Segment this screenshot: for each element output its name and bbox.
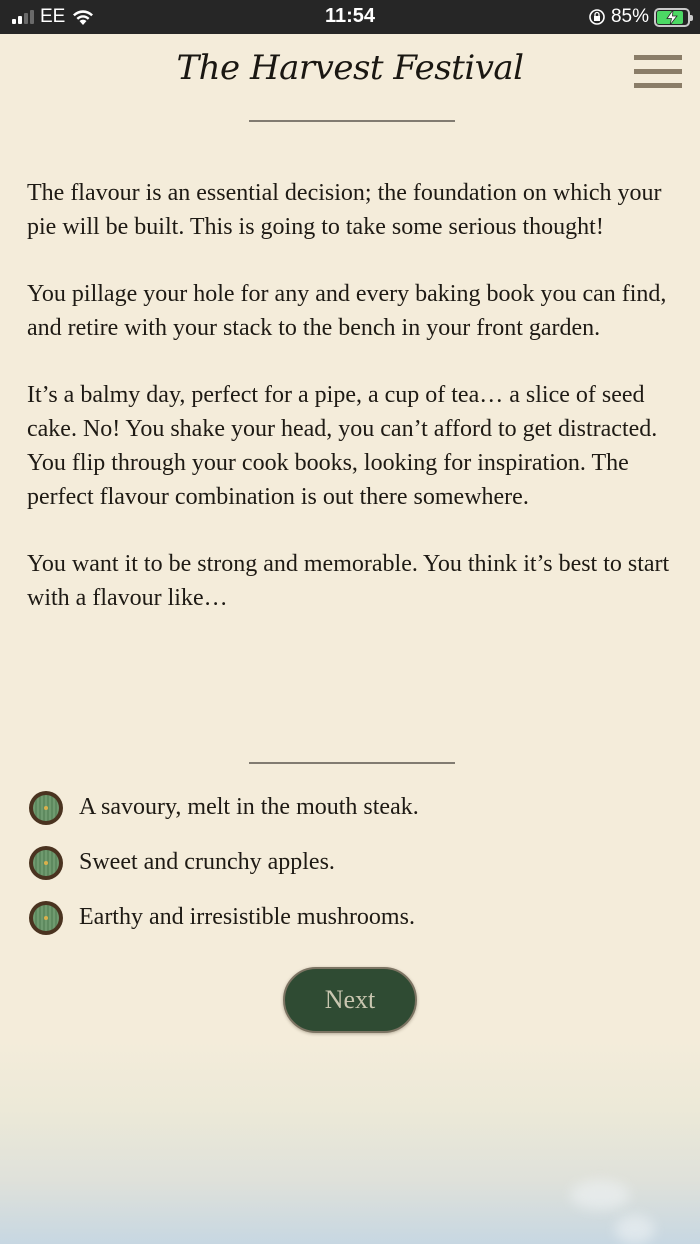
round-door-radio-icon[interactable] — [29, 791, 63, 825]
choice-label: A savoury, melt in the mouth steak. — [79, 794, 419, 820]
cloud-decoration — [615, 1215, 655, 1244]
orientation-lock-icon — [588, 8, 606, 26]
story-paragraph: You pillage your hole for any and every baking book you can find, and retire with your stack to the bench in your front garden. — [27, 281, 667, 341]
story-paragraph: You want it to be strong and memorable. You think it’s best to start with a flavour like… — [27, 551, 670, 611]
choice-label: Earthy and irresistible mushrooms. — [79, 904, 415, 930]
hamburger-menu-icon[interactable] — [634, 55, 682, 89]
status-right — [588, 6, 690, 28]
story-text — [27, 176, 679, 648]
page-title: The Harvest Festival — [176, 48, 524, 88]
status-bar — [0, 0, 700, 34]
choice-option-mushrooms[interactable] — [29, 890, 669, 945]
story-paragraph: The flavour is an essential decision; the foundation on which your pie will be built. This is going to take some serious thought! — [27, 180, 662, 240]
battery-charging-icon — [654, 8, 690, 27]
choice-option-steak[interactable] — [29, 780, 669, 835]
battery-percent: 85% — [610, 6, 649, 27]
divider-bottom — [249, 762, 455, 764]
clock: 11:54 — [324, 5, 376, 27]
carrier-name: EE — [40, 6, 66, 27]
divider-top — [249, 120, 455, 122]
cloud-decoration — [570, 1180, 630, 1210]
next-button[interactable]: Next — [283, 967, 417, 1033]
round-door-radio-icon[interactable] — [29, 846, 63, 880]
round-door-radio-icon[interactable] — [29, 901, 63, 935]
choice-label: Sweet and crunchy apples. — [79, 849, 335, 875]
story-paragraph: It’s a balmy day, perfect for a pipe, a cup of tea… a slice of seed cake. No! You shake your head, you can’t afford to get distracted. You flip through your cook books, looking for inspiration. The perfect flavour combination is out there somewhere. — [27, 382, 658, 510]
choice-list — [29, 788, 669, 945]
choice-option-apples[interactable] — [29, 835, 669, 890]
